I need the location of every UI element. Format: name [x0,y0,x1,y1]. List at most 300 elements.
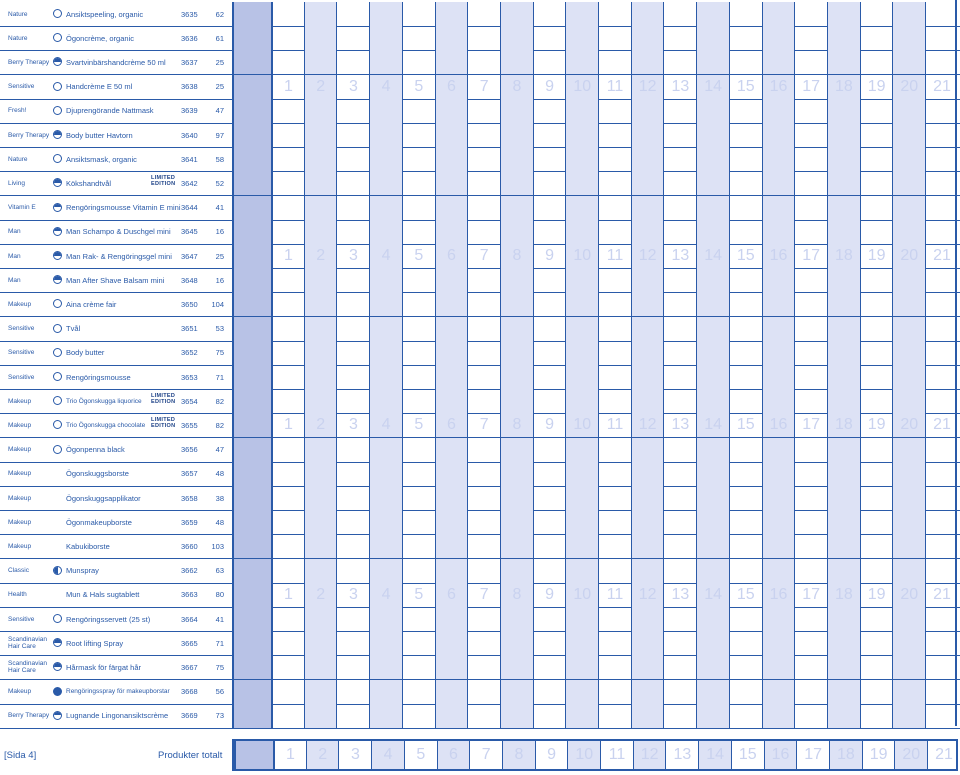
day-cell[interactable] [794,704,827,728]
day-cell[interactable] [271,99,304,123]
day-cell[interactable] [336,147,369,171]
day-cell[interactable] [925,26,958,50]
quantity-cell[interactable] [232,292,271,316]
day-cell[interactable] [696,196,729,220]
day-cell[interactable] [729,317,762,341]
day-cell[interactable] [925,534,958,558]
day-cell[interactable] [794,196,827,220]
day-cell[interactable] [304,559,337,583]
day-cell[interactable]: 10 [565,244,598,268]
day-cell[interactable] [892,341,925,365]
day-cell[interactable] [467,220,500,244]
quantity-cell[interactable] [232,341,271,365]
day-cell[interactable]: 21 [925,583,958,607]
quantity-cell[interactable] [232,171,271,195]
day-cell[interactable] [565,2,598,26]
day-cell[interactable]: 3 [338,741,371,769]
day-cell[interactable] [925,292,958,316]
day-cell[interactable] [402,268,435,292]
day-cell[interactable] [533,534,566,558]
day-cell[interactable] [336,26,369,50]
day-cell[interactable]: 7 [469,741,502,769]
day-cell[interactable] [598,171,631,195]
day-cell[interactable] [435,220,468,244]
day-cell[interactable] [304,486,337,510]
day-cell[interactable] [827,655,860,679]
day-cell[interactable] [500,317,533,341]
day-cell[interactable] [663,147,696,171]
day-cell[interactable]: 17 [794,75,827,99]
day-cell[interactable] [631,631,664,655]
day-cell[interactable] [860,268,893,292]
day-cell[interactable] [435,462,468,486]
day-cell[interactable] [860,26,893,50]
day-cell[interactable] [663,438,696,462]
day-cell[interactable] [336,317,369,341]
day-cell[interactable] [762,317,795,341]
day-cell[interactable] [435,50,468,74]
day-cell[interactable] [533,99,566,123]
day-cell[interactable] [533,559,566,583]
day-cell[interactable] [794,559,827,583]
day-cell[interactable] [336,680,369,704]
quantity-cell[interactable] [232,26,271,50]
day-cell[interactable] [925,607,958,631]
day-cell[interactable] [892,486,925,510]
day-cell[interactable] [892,365,925,389]
day-cell[interactable] [271,559,304,583]
day-cell[interactable] [598,631,631,655]
day-cell[interactable] [729,438,762,462]
day-cell[interactable]: 5 [402,75,435,99]
day-cell[interactable] [729,680,762,704]
day-cell[interactable] [402,631,435,655]
day-cell[interactable] [892,704,925,728]
day-cell[interactable] [631,534,664,558]
day-cell[interactable] [729,462,762,486]
day-cell[interactable] [271,50,304,74]
day-cell[interactable] [369,462,402,486]
quantity-cell[interactable] [232,99,271,123]
day-cell[interactable] [729,26,762,50]
day-cell[interactable] [336,220,369,244]
day-cell[interactable]: 1 [271,413,304,437]
day-cell[interactable] [762,171,795,195]
day-cell[interactable]: 18 [827,244,860,268]
day-cell[interactable]: 17 [794,413,827,437]
day-cell[interactable] [762,50,795,74]
day-cell[interactable] [598,486,631,510]
day-cell[interactable] [500,438,533,462]
day-cell[interactable]: 9 [533,413,566,437]
day-cell[interactable] [467,438,500,462]
day-cell[interactable]: 3 [336,244,369,268]
day-cell[interactable] [729,341,762,365]
day-cell[interactable] [892,123,925,147]
day-cell[interactable]: 19 [860,583,893,607]
day-cell[interactable] [369,196,402,220]
day-cell[interactable]: 2 [304,244,337,268]
day-cell[interactable] [402,292,435,316]
day-cell[interactable] [663,123,696,147]
day-cell[interactable] [598,389,631,413]
day-cell[interactable] [663,196,696,220]
day-cell[interactable] [598,50,631,74]
day-cell[interactable] [827,438,860,462]
day-cell[interactable] [565,171,598,195]
day-cell[interactable] [631,680,664,704]
day-cell[interactable] [304,534,337,558]
day-cell[interactable] [696,365,729,389]
day-cell[interactable] [565,50,598,74]
day-cell[interactable] [762,26,795,50]
day-cell[interactable] [598,268,631,292]
day-cell[interactable] [762,196,795,220]
day-cell[interactable] [467,462,500,486]
day-cell[interactable] [369,438,402,462]
day-cell[interactable] [925,559,958,583]
day-cell[interactable] [598,559,631,583]
quantity-cell[interactable] [232,2,271,26]
day-cell[interactable] [304,2,337,26]
day-cell[interactable]: 13 [663,413,696,437]
day-cell[interactable]: 14 [698,741,731,769]
day-cell[interactable] [336,438,369,462]
day-cell[interactable] [663,534,696,558]
day-cell[interactable] [533,2,566,26]
day-cell[interactable]: 8 [500,75,533,99]
day-cell[interactable] [304,220,337,244]
day-cell[interactable] [794,171,827,195]
day-cell[interactable] [533,317,566,341]
day-cell[interactable]: 19 [862,741,895,769]
day-cell[interactable] [696,50,729,74]
day-cell[interactable] [271,655,304,679]
day-cell[interactable] [925,99,958,123]
day-cell[interactable] [304,26,337,50]
day-cell[interactable] [467,534,500,558]
day-cell[interactable]: 20 [894,741,927,769]
day-cell[interactable]: 21 [925,75,958,99]
day-cell[interactable] [500,196,533,220]
day-cell[interactable] [892,655,925,679]
day-cell[interactable] [565,365,598,389]
day-cell[interactable] [500,99,533,123]
day-cell[interactable] [860,220,893,244]
day-cell[interactable] [467,171,500,195]
quantity-cell[interactable] [232,123,271,147]
day-cell[interactable] [533,607,566,631]
day-cell[interactable] [729,268,762,292]
day-cell[interactable]: 7 [467,413,500,437]
day-cell[interactable] [271,631,304,655]
day-cell[interactable] [860,559,893,583]
day-cell[interactable]: 8 [500,244,533,268]
day-cell[interactable]: 20 [892,75,925,99]
day-cell[interactable] [304,438,337,462]
day-cell[interactable] [369,631,402,655]
day-cell[interactable] [663,220,696,244]
day-cell[interactable] [402,486,435,510]
day-cell[interactable] [631,171,664,195]
day-cell[interactable] [762,438,795,462]
day-cell[interactable]: 9 [533,583,566,607]
day-cell[interactable] [369,365,402,389]
quantity-cell[interactable] [232,438,271,462]
day-cell[interactable] [565,559,598,583]
day-cell[interactable] [533,655,566,679]
day-cell[interactable] [402,559,435,583]
day-cell[interactable] [696,704,729,728]
day-cell[interactable] [631,2,664,26]
day-cell[interactable] [794,655,827,679]
day-cell[interactable] [860,123,893,147]
day-cell[interactable] [271,389,304,413]
day-cell[interactable] [860,50,893,74]
day-cell[interactable] [892,26,925,50]
day-cell[interactable] [271,486,304,510]
day-cell[interactable] [467,704,500,728]
day-cell[interactable] [663,317,696,341]
day-cell[interactable] [860,607,893,631]
day-cell[interactable] [729,655,762,679]
day-cell[interactable] [827,50,860,74]
day-cell[interactable] [860,99,893,123]
day-cell[interactable] [696,26,729,50]
day-cell[interactable] [729,607,762,631]
day-cell[interactable] [533,486,566,510]
day-cell[interactable] [598,438,631,462]
day-cell[interactable] [762,147,795,171]
day-cell[interactable] [565,26,598,50]
day-cell[interactable] [827,2,860,26]
day-cell[interactable] [794,389,827,413]
quantity-cell[interactable] [234,741,273,769]
day-cell[interactable] [663,559,696,583]
day-cell[interactable] [794,680,827,704]
day-cell[interactable] [271,607,304,631]
day-cell[interactable] [892,631,925,655]
day-cell[interactable] [762,510,795,534]
day-cell[interactable] [467,268,500,292]
day-cell[interactable]: 1 [271,244,304,268]
day-cell[interactable]: 15 [729,75,762,99]
day-cell[interactable] [663,292,696,316]
day-cell[interactable] [435,486,468,510]
quantity-cell[interactable] [232,75,271,99]
day-cell[interactable]: 4 [369,244,402,268]
day-cell[interactable] [860,704,893,728]
day-cell[interactable] [467,510,500,534]
day-cell[interactable] [304,292,337,316]
day-cell[interactable] [369,534,402,558]
day-cell[interactable] [827,341,860,365]
day-cell[interactable] [467,341,500,365]
day-cell[interactable] [860,292,893,316]
day-cell[interactable] [336,389,369,413]
day-cell[interactable] [467,655,500,679]
day-cell[interactable] [402,510,435,534]
day-cell[interactable] [631,292,664,316]
day-cell[interactable] [533,196,566,220]
day-cell[interactable] [925,123,958,147]
day-cell[interactable] [794,220,827,244]
day-cell[interactable] [402,365,435,389]
day-cell[interactable] [336,268,369,292]
day-cell[interactable] [402,462,435,486]
day-cell[interactable] [663,99,696,123]
day-cell[interactable] [500,365,533,389]
day-cell[interactable]: 12 [631,244,664,268]
day-cell[interactable] [336,510,369,534]
day-cell[interactable] [729,220,762,244]
day-cell[interactable] [435,147,468,171]
day-cell[interactable] [696,655,729,679]
day-cell[interactable] [762,341,795,365]
day-cell[interactable] [565,292,598,316]
day-cell[interactable]: 12 [631,583,664,607]
day-cell[interactable] [565,389,598,413]
day-cell[interactable] [271,510,304,534]
day-cell[interactable] [304,510,337,534]
day-cell[interactable] [794,2,827,26]
day-cell[interactable] [369,607,402,631]
day-cell[interactable] [336,559,369,583]
day-cell[interactable] [435,389,468,413]
day-cell[interactable]: 9 [533,244,566,268]
day-cell[interactable] [892,2,925,26]
quantity-cell[interactable] [232,365,271,389]
day-cell[interactable] [631,26,664,50]
day-cell[interactable] [925,389,958,413]
day-cell[interactable] [762,631,795,655]
day-cell[interactable] [336,2,369,26]
day-cell[interactable]: 13 [665,741,698,769]
day-cell[interactable]: 18 [827,75,860,99]
day-cell[interactable]: 13 [663,75,696,99]
day-cell[interactable] [467,196,500,220]
day-cell[interactable] [794,50,827,74]
day-cell[interactable]: 8 [502,741,535,769]
day-cell[interactable] [402,389,435,413]
day-cell[interactable] [598,123,631,147]
day-cell[interactable] [402,655,435,679]
day-cell[interactable] [827,462,860,486]
day-cell[interactable] [729,631,762,655]
day-cell[interactable] [369,50,402,74]
day-cell[interactable] [827,268,860,292]
day-cell[interactable] [762,268,795,292]
day-cell[interactable] [500,462,533,486]
quantity-cell[interactable] [232,534,271,558]
day-cell[interactable]: 1 [271,583,304,607]
day-cell[interactable] [925,704,958,728]
day-cell[interactable] [892,680,925,704]
day-cell[interactable] [598,341,631,365]
day-cell[interactable] [860,171,893,195]
day-cell[interactable]: 10 [565,75,598,99]
quantity-cell[interactable] [232,680,271,704]
day-cell[interactable] [598,2,631,26]
day-cell[interactable] [304,171,337,195]
day-cell[interactable] [794,534,827,558]
day-cell[interactable] [304,389,337,413]
day-cell[interactable] [565,438,598,462]
day-cell[interactable] [500,2,533,26]
day-cell[interactable] [500,534,533,558]
day-cell[interactable] [729,50,762,74]
day-cell[interactable] [304,704,337,728]
quantity-cell[interactable] [232,413,271,437]
day-cell[interactable] [598,462,631,486]
day-cell[interactable] [402,317,435,341]
day-cell[interactable] [925,196,958,220]
day-cell[interactable] [762,462,795,486]
day-cell[interactable] [631,559,664,583]
day-cell[interactable] [892,99,925,123]
day-cell[interactable] [892,268,925,292]
day-cell[interactable] [435,292,468,316]
day-cell[interactable] [696,171,729,195]
day-cell[interactable] [467,365,500,389]
day-cell[interactable]: 5 [402,583,435,607]
day-cell[interactable] [696,534,729,558]
day-cell[interactable] [533,268,566,292]
day-cell[interactable] [827,607,860,631]
day-cell[interactable] [892,534,925,558]
day-cell[interactable] [925,2,958,26]
day-cell[interactable]: 12 [633,741,666,769]
day-cell[interactable] [762,607,795,631]
day-cell[interactable] [402,534,435,558]
day-cell[interactable] [827,171,860,195]
day-cell[interactable] [925,631,958,655]
day-cell[interactable]: 5 [402,413,435,437]
day-cell[interactable] [435,26,468,50]
quantity-cell[interactable] [232,510,271,534]
day-cell[interactable] [827,486,860,510]
day-cell[interactable]: 5 [404,741,437,769]
day-cell[interactable]: 16 [762,413,795,437]
day-cell[interactable] [598,292,631,316]
day-cell[interactable] [827,292,860,316]
day-cell[interactable] [336,365,369,389]
day-cell[interactable] [402,438,435,462]
day-cell[interactable] [336,99,369,123]
day-cell[interactable] [336,486,369,510]
day-cell[interactable] [500,292,533,316]
day-cell[interactable] [402,171,435,195]
day-cell[interactable] [892,292,925,316]
day-cell[interactable]: 4 [369,583,402,607]
day-cell[interactable] [598,26,631,50]
day-cell[interactable] [271,2,304,26]
day-cell[interactable] [696,99,729,123]
day-cell[interactable] [402,680,435,704]
day-cell[interactable]: 11 [598,75,631,99]
day-cell[interactable] [925,365,958,389]
day-cell[interactable] [925,341,958,365]
day-cell[interactable] [860,438,893,462]
day-cell[interactable] [500,631,533,655]
day-cell[interactable] [271,196,304,220]
day-cell[interactable] [435,680,468,704]
day-cell[interactable] [435,171,468,195]
day-cell[interactable] [925,680,958,704]
day-cell[interactable] [860,655,893,679]
day-cell[interactable]: 19 [860,75,893,99]
day-cell[interactable] [369,147,402,171]
